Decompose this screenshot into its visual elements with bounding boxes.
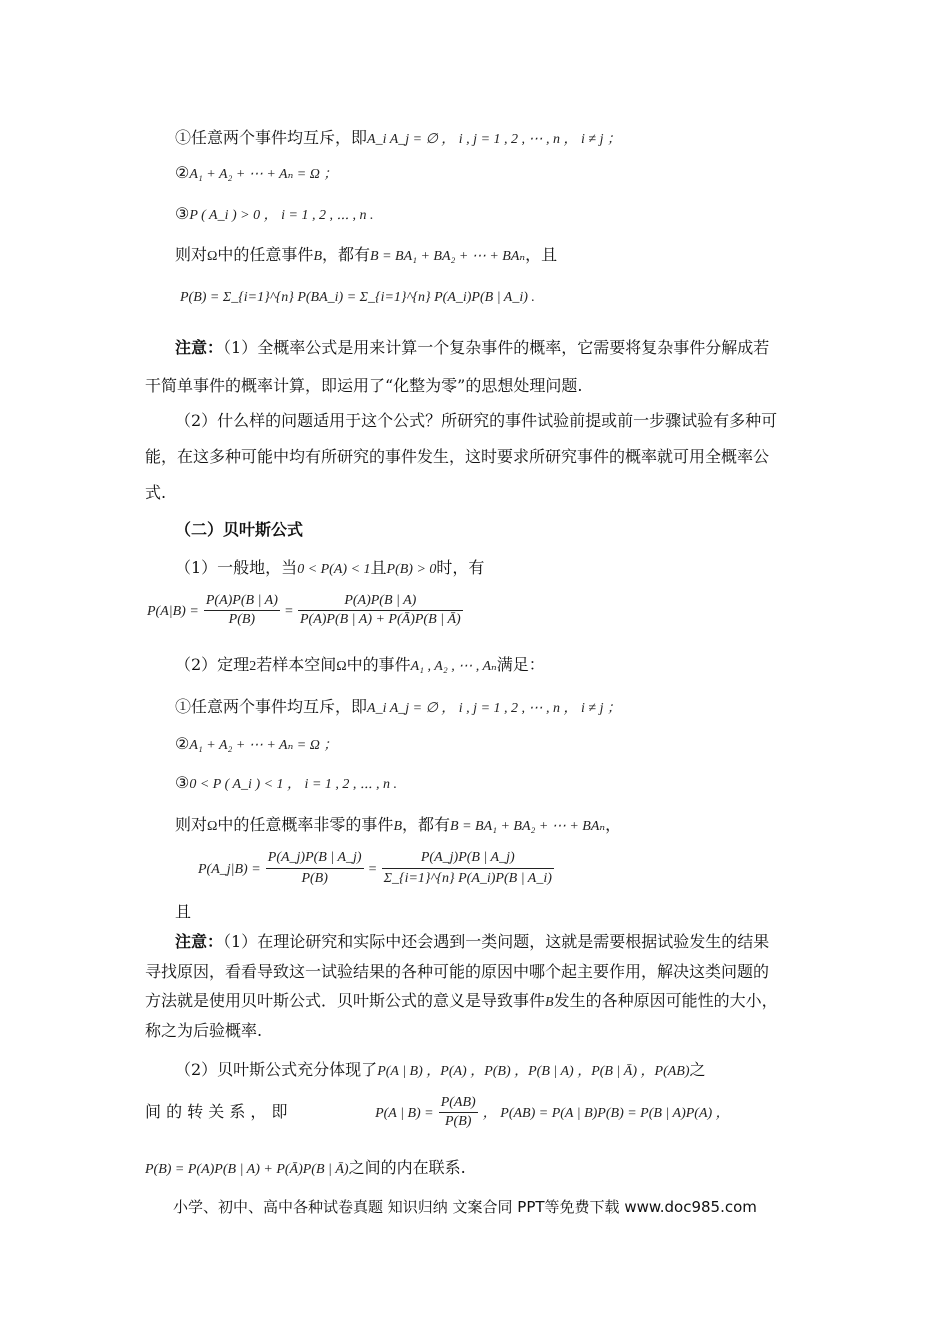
bayes-condition-1-math: A_i A_j = ∅ ， i , j = 1 , 2 , ⋯ , n ， i ≠ j ； bbox=[367, 701, 621, 716]
note1-p1-l1-text: （1）全概率公式是用来计算一个复杂事件的概率，它需要将复杂事件分解成若 bbox=[223, 338, 770, 357]
theorem2-c: 中的事件 bbox=[346, 655, 411, 674]
note1-para1-line1 bbox=[175, 338, 769, 358]
bayes-formula bbox=[147, 592, 463, 629]
note2-event-b: B bbox=[545, 995, 554, 1010]
theorem2-line bbox=[175, 655, 545, 677]
bayes-concl-event-b: B bbox=[393, 819, 402, 834]
condition-3-mark: ③ bbox=[175, 204, 190, 223]
conclusion-line bbox=[175, 245, 557, 267]
conclusion-text-a: 则对 bbox=[175, 245, 208, 264]
note2-f-den: P(B) bbox=[444, 1114, 472, 1129]
note2-l1-text: （1）在理论研究和实际中还会遇到一类问题，这就是需要根据试验发生的结果 bbox=[223, 932, 770, 951]
note2-p2-list: P(A | B) ，P(A) ，P(B) ，P(B | A) ，P(B | Ā) ，P(AB) bbox=[377, 1064, 690, 1079]
condition-1-math: A_i A_j = ∅ ， i , j = 1 , 2 , ⋯ , n ， i ≠ j ； bbox=[367, 132, 621, 147]
note2-line3 bbox=[145, 991, 778, 1013]
note2-line1 bbox=[175, 932, 769, 952]
bayes-condition-1-text: ①任意两个事件均互斥，即 bbox=[175, 697, 368, 716]
bayes-concl-decomp: B = BA₁ + BA₂ + ⋯ + BAₙ bbox=[450, 819, 606, 834]
general-f2-den: Σ_{i=1}^{n} P(A_i)P(B | A_i) bbox=[383, 871, 552, 886]
bayes-intro-b: 且 bbox=[370, 558, 387, 577]
bayes-intro-math1: 0 < P(A) < 1 bbox=[297, 562, 371, 577]
conclusion-text-b: 中的任意事件 bbox=[217, 245, 314, 264]
note2-line2: 寻找原因，看看导致这一试验结果的各种可能的原因中哪个起主要作用，解决这类问题的 bbox=[145, 962, 770, 981]
bayes-intro bbox=[175, 558, 484, 580]
theorem2-a: （2）定理 bbox=[175, 655, 250, 674]
condition-3-math: P ( A_i ) > 0 ， i = 1 , 2 , ⋯ , n . bbox=[189, 208, 374, 223]
condition-2 bbox=[175, 163, 337, 185]
omega-symbol: Ω bbox=[207, 249, 218, 264]
note2-f3: P(B) = P(A)P(B | A) + P(Ā)P(B | Ā) bbox=[145, 1162, 349, 1177]
note2-fraction bbox=[439, 1094, 478, 1131]
general-f1-den: P(B) bbox=[301, 871, 328, 886]
bayes-f2-den: P(A)P(B | A) + P(Ā)P(B | Ā) bbox=[299, 612, 461, 627]
bayes-intro-a: （1）一般地，当 bbox=[175, 558, 298, 577]
bayes-fraction-1 bbox=[204, 592, 280, 629]
bayes-f2-num: P(A)P(B | A) bbox=[298, 592, 463, 611]
bayes-eq: = bbox=[284, 604, 293, 619]
bayes-concl-a: 则对 bbox=[175, 815, 208, 834]
bayes-concl-omega: Ω bbox=[207, 819, 218, 834]
bayes-condition-3-mark: ③ bbox=[175, 773, 190, 792]
note2-p2-c: 间 的 转 关 系 ， 即 bbox=[145, 1102, 288, 1121]
general-f1-num: P(A_j)P(B | A_j) bbox=[266, 848, 364, 869]
bayes-condition-2-math: A₁ + A₂ + ⋯ + Aₙ = Ω ； bbox=[189, 738, 338, 753]
theorem2-b: 若样本空间 bbox=[256, 655, 337, 674]
event-b: B bbox=[313, 249, 322, 264]
note1-para2-line3: 式. bbox=[145, 483, 167, 502]
note2-l3-a: 方法就是使用贝叶斯公式．贝叶斯公式的意义是导致事件 bbox=[145, 991, 546, 1010]
note2-label: 注意： bbox=[175, 932, 224, 951]
theorem2-number: 2 bbox=[249, 659, 257, 674]
bayes-concl-b: 中的任意概率非零的事件 bbox=[217, 815, 394, 834]
total-probability-formula bbox=[180, 286, 535, 308]
bayes-condition-2 bbox=[175, 734, 337, 756]
general-bayes-formula bbox=[198, 848, 554, 889]
bayes-condition-1 bbox=[175, 697, 621, 719]
note2-l3-b: 发生的各种原因可能性的大小， bbox=[553, 991, 778, 1010]
theorem2-d: 满足： bbox=[496, 655, 545, 674]
note1-label: 注意： bbox=[175, 338, 224, 357]
note2-f-lhs: P(A | B) = bbox=[375, 1106, 434, 1121]
theorem2-omega: Ω bbox=[336, 659, 347, 674]
note2-para2-line3 bbox=[145, 1158, 466, 1180]
bayes-condition-3 bbox=[175, 773, 397, 795]
note2-p2-end: 之间的内在联系. bbox=[348, 1158, 466, 1177]
bayes-intro-c: 时，有 bbox=[436, 558, 485, 577]
note1-para2-line1: （2）什么样的问题适用于这个公式？所研究的事件试验前提或前一步骤试验有多种可 bbox=[175, 411, 778, 430]
qie-label: 且 bbox=[175, 902, 192, 921]
note2-para2-line1 bbox=[175, 1060, 706, 1082]
note2-para2-line2 bbox=[145, 1094, 730, 1131]
bayes-fraction-2 bbox=[298, 592, 463, 629]
bayes-conclusion bbox=[175, 815, 621, 837]
general-bayes-fraction-1 bbox=[266, 848, 364, 889]
bayes-condition-2-mark: ② bbox=[175, 734, 190, 753]
note2-f2: ， P(AB) = P(A | B)P(B) = P(B | A)P(A) ， bbox=[482, 1106, 730, 1121]
condition-1-text: ①任意两个事件均互斥，即 bbox=[175, 128, 368, 147]
condition-1 bbox=[175, 128, 621, 150]
note2-line4: 称之为后验概率. bbox=[145, 1021, 263, 1040]
footer: 小学、初中、高中各种试卷真题 知识归纳 文案合同 PPT等免费下载 www.doc985.com bbox=[173, 1198, 757, 1216]
note1-para1-line2: 干简单事件的概率计算，即运用了“化整为零”的思想处理问题. bbox=[145, 376, 583, 395]
note2-p2-b: 之 bbox=[689, 1060, 706, 1079]
decomposition-math: B = BA₁ + BA₂ + ⋯ + BAₙ bbox=[370, 249, 526, 264]
note2-p2-a: （2）贝叶斯公式充分体现了 bbox=[175, 1060, 378, 1079]
bayes-f1-den: P(B) bbox=[228, 612, 256, 627]
note2-f-num: P(AB) bbox=[439, 1094, 478, 1113]
conclusion-text-c: ，都有 bbox=[322, 245, 371, 264]
bayes-condition-3-math: 0 < P ( A_i ) < 1 ， i = 1 , 2 , ⋯ , n . bbox=[189, 777, 397, 792]
general-bayes-eq: = bbox=[368, 862, 377, 877]
total-probability-math: P(B) = Σ_{i=1}^{n} P(BA_i) = Σ_{i=1}^{n} P(A_i)P(B | A_i) . bbox=[180, 290, 535, 305]
general-bayes-lhs: P(A_j|B) = bbox=[198, 862, 261, 877]
theorem2-events: A₁ , A₂ , ⋯ , Aₙ bbox=[410, 659, 497, 674]
general-f2-num: P(A_j)P(B | A_j) bbox=[382, 848, 554, 869]
bayes-f1-num: P(A)P(B | A) bbox=[204, 592, 280, 611]
conclusion-text-d: ，且 bbox=[525, 245, 558, 264]
bayes-concl-c: ，都有 bbox=[402, 815, 451, 834]
condition-2-mark: ② bbox=[175, 163, 190, 182]
bayes-intro-math2: P(B) > 0 bbox=[386, 562, 437, 577]
note1-para2-line2: 能，在这多种可能中均有所研究的事件发生，这时要求所研究事件的概率就可用全概率公 bbox=[145, 447, 770, 466]
condition-2-math: A₁ + A₂ + ⋯ + Aₙ = Ω ； bbox=[189, 167, 338, 182]
bayes-lhs: P(A|B) = bbox=[147, 604, 199, 619]
condition-3 bbox=[175, 204, 374, 226]
bayes-concl-d: ， bbox=[605, 815, 622, 834]
section2-heading: （二）贝叶斯公式 bbox=[175, 520, 304, 539]
general-bayes-fraction-2 bbox=[382, 848, 554, 889]
